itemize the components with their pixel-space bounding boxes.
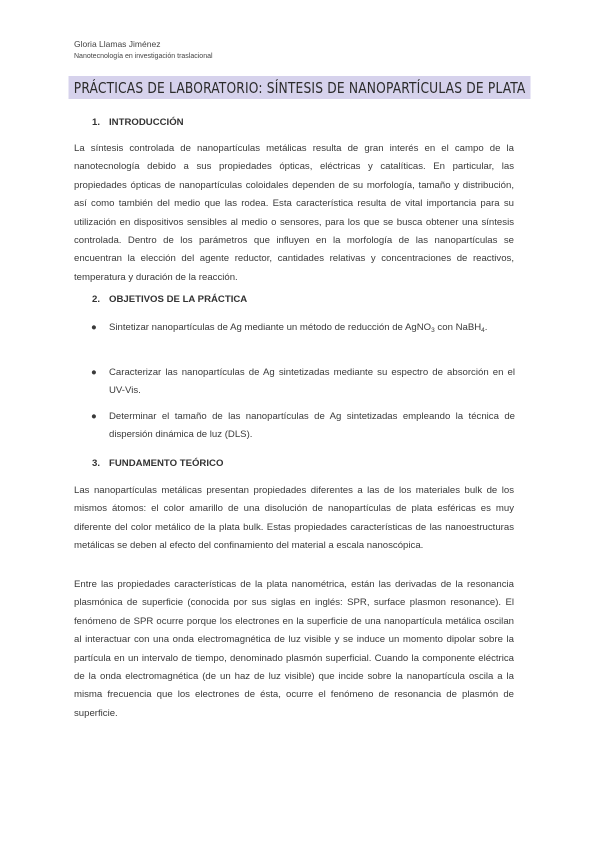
bullet-icon: ● xyxy=(91,322,97,333)
paragraph-fundamento-2: Entre las propiedades características de la plata nanométrica, están las derivadas de la resonancia plasmónica de superficie (conocida por sus siglas en inglés: SPR, surface plasmon resonance). El fenómeno de SPR ocurre porque los electrones en la superficie de una nanopartícula metálica oscilan al interactuar con una onda electromagnética de luz visible y se induce un momento dipolar sobre la partícula en un intervalo de tiempo, denominado plasmón superficial. Cuando la componente eléctrica de la onda electromagnética (de un haz de luz visible) que incide sobre la nanopartícula oscila a la misma frecuencia que los electrones de ésta, ocurre el fenómeno de resonancia de plasmón de superficie. xyxy=(74,579,514,719)
subscript: 4 xyxy=(481,327,485,334)
section-title: FUNDAMENTO TEÓRICO xyxy=(109,458,224,469)
section-title: OBJETIVOS DE LA PRÁCTICA xyxy=(109,294,248,305)
objective-text: Caracterizar las nanopartículas de Ag sintetizadas mediante su espectro de absorción en el UV-Vis. xyxy=(109,367,515,397)
objective-text-part: Sintetizar nanopartículas de Ag mediante un método de reducción de AgNO xyxy=(109,322,432,333)
section-heading-objetivos xyxy=(92,294,247,305)
objective-text: Determinar el tamaño de las nanopartículas de Ag sintetizadas empleando la técnica de dispersión dinámica de luz (DLS). xyxy=(109,411,515,441)
title-block xyxy=(0,76,600,99)
paragraph-introduccion: La síntesis controlada de nanopartículas metálicas resulta de gran interés en el campo de la nanotecnología debido a sus propiedades ópticas, eléctricas y catalíticas. En particular, las propiedades ópticas de nanopartículas coloidales dependen de su morfología, tamaño y distribución, así como también del medio que las rodea. Esta característica resulta de vital importancia para su utilización en dispositivos sensibles al medio o sensores, para los que se busca obtener una síntesis controlada. Dentro de los parámetros que influyen en la morfología de las nanopartículas se encuentran la elección del agente reductor, cantidades relativas y concentraciones de reactivos, temperatura y duración de la reacción. xyxy=(74,143,514,283)
section-number: 2. xyxy=(92,294,101,305)
header-course: Nanotecnología en investigación traslacional xyxy=(74,53,213,60)
bullet-icon: ● xyxy=(91,411,97,422)
section-number: 3. xyxy=(92,458,101,469)
header-author: Gloria Llamas Jiménez xyxy=(74,39,161,49)
document-title: PRÁCTICAS DE LABORATORIO: SÍNTESIS DE NANOPARTÍCULAS DE PLATA xyxy=(69,76,531,99)
subscript: 3 xyxy=(431,327,435,334)
section-heading-fundamento xyxy=(92,458,223,469)
paragraph-fundamento-1: Las nanopartículas metálicas presentan propiedades diferentes a las de los materiales bulk de los mismos átomos: el color amarillo de una disolución de nanopartículas de plata esféricas es muy diferente del color metálico de la plata bulk. Estas propiedades características de las nanoestructuras metálicas se deben al efecto del confinamiento del material a escala nanoscópica. xyxy=(74,485,514,552)
objective-text xyxy=(109,319,515,337)
section-heading-introduccion xyxy=(92,117,184,128)
objective-text-part: . xyxy=(484,322,488,333)
section-title: INTRODUCCIÓN xyxy=(109,117,184,128)
bullet-icon: ● xyxy=(91,367,97,378)
section-number: 1. xyxy=(92,117,101,128)
objective-text-part: con NaBH xyxy=(434,322,482,333)
